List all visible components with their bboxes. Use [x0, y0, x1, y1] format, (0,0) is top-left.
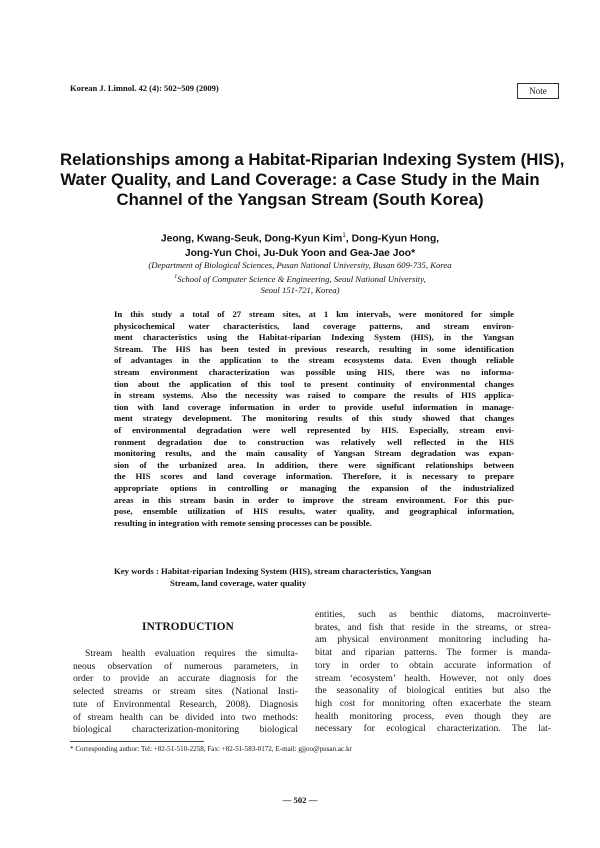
- body-line: am physical environment monitoring including ha-: [315, 634, 551, 646]
- body-line: brates, and fish that reside in the streams, or strea-: [315, 621, 551, 633]
- footnote-divider: [70, 741, 204, 742]
- abstract-line: in stream systems. Also the necessity was raised to compare the results of HIS applica-: [114, 390, 514, 401]
- body-line: tute of Environmental Research, 2008). Diagnosis: [73, 698, 298, 710]
- abstract-line: sion of the urbanized area. In addition, there were significant relationships between: [114, 459, 514, 470]
- keywords: [114, 566, 514, 589]
- abstract-line: of environmental degradation were well represented by HIS. Especially, stream envi-: [114, 424, 514, 435]
- body-line: tory in order to obtain accurate information of: [315, 659, 551, 671]
- body-line: bitat and riparian patterns. The former is manda-: [315, 647, 551, 659]
- body-line: entities, such as benthic diatoms, macroinverte-: [315, 609, 551, 620]
- author-list: [150, 228, 450, 261]
- body-line: biological characterization-monitoring biological: [73, 724, 298, 736]
- affiliation-line: Seoul 151-721, Korea): [260, 285, 340, 296]
- footnote: * Corresponding author: Tel: +82-51-510-2258, Fax: +82-51-583-0172, E-mail: gjjoo@pusan.ac.kr: [70, 745, 352, 753]
- body-line: order to provide an accurate diagnosis for the: [73, 673, 298, 685]
- body-line: selected streams or stream sites (National Insti-: [73, 686, 298, 698]
- paper-title: [60, 150, 565, 210]
- journal-citation: Korean J. Limnol. 42 (4): 502~509 (2009): [70, 83, 219, 93]
- abstract-line: the HIS scores and land coverage information. Therefore, it is necessary to prepare: [114, 471, 514, 482]
- right-column-text: [315, 609, 551, 736]
- title-line: Relationships among a Habitat-Riparian Indexing System (HIS),: [60, 150, 565, 169]
- abstract-line: resulting in integration with remote sensing processes can be possible.: [114, 517, 372, 528]
- author-line: [150, 228, 450, 246]
- note-badge: Note: [517, 83, 559, 99]
- abstract-line: Stream. The HIS has been tested in previous research, resulting in some identification: [114, 343, 514, 354]
- affiliation-marker: 1: [342, 232, 346, 239]
- abstract: [114, 309, 514, 529]
- abstract-line: tion about the application of this tool to present continuity of environmental changes: [114, 378, 514, 389]
- body-line: high cost for monitoring often exacerbate the steam: [315, 697, 551, 709]
- abstract-line: In this study a total of 27 stream sites, at 1 km intervals, were monitored for simple: [114, 309, 514, 319]
- left-column-text: [73, 648, 298, 737]
- author-names-b: , Dong-Kyun Hong,: [345, 233, 440, 245]
- body-line: of stream health can be divided into two methods:: [73, 711, 298, 723]
- body-line: the seasonality of biological entities but also the: [315, 685, 551, 697]
- keywords-line: Key words : Habitat-riparian Indexing System (HIS), stream characteristics, Yangsan: [114, 566, 432, 576]
- abstract-line: areas in this stream basin in order to improve the stream environment. For this pur-: [114, 494, 514, 505]
- affiliation-marker: 1: [174, 273, 178, 280]
- abstract-line: ronment degradation due to construction was relatively well reflected in the HIS: [114, 436, 514, 447]
- title-line: Water Quality, and Land Coverage: a Case Study in the Main: [60, 170, 540, 189]
- body-line: health monitoring process, even though they are: [315, 710, 551, 722]
- affiliation-text: School of Computer Science & Engineering, Seoul National University,: [177, 273, 426, 284]
- body-line: stream ‘ecosystem’ health. However, not only does: [315, 672, 551, 684]
- body-line: Stream health evaluation requires the simulta-: [85, 648, 298, 659]
- abstract-line: tion with land coverage information in order to provide useful information in manage-: [114, 401, 514, 412]
- title-line: Channel of the Yangsan Stream (South Korea): [116, 190, 484, 209]
- affiliation-line: (Department of Biological Sciences, Pusan National University, Busan 609-735, Korea: [148, 260, 452, 270]
- section-heading-introduction: INTRODUCTION: [142, 621, 234, 633]
- abstract-line: of advantages in the application to the stream ecosystems data. Even though reliable: [114, 355, 514, 366]
- author-line: Jong-Yun Choi, Ju-Duk Yoon and Gea-Jae Joo*: [184, 248, 416, 260]
- abstract-line: ment strategy development. The monitoring results of this study showed that changes: [114, 413, 514, 424]
- affiliations: [100, 260, 500, 297]
- abstract-line: monitoring results, and the main causality of Yangsan Stream degradation was expan-: [114, 448, 514, 459]
- page-number: — 502 —: [282, 795, 318, 805]
- abstract-line: appropriate options in controlling or managing the expansion of the industrialized: [114, 482, 514, 493]
- body-line: necessary for ecological characterization. The lat-: [315, 723, 551, 735]
- abstract-line: physicochemical water characteristics, land coverage patterns, and stream environ-: [114, 320, 514, 331]
- abstract-line: ment characteristics using the Habitat-riparian Indexing System (HIS), in the Yangsan: [114, 332, 514, 343]
- keywords-line: Stream, land coverage, water quality: [170, 577, 307, 588]
- affiliation-line: [100, 272, 500, 285]
- abstract-line: stream environment characterization was possible using HIS, there was no informa-: [114, 366, 514, 377]
- abstract-line: pose, ensemble utilization of HIS results, water quality, and geographical information,: [114, 506, 514, 517]
- author-names-a: Jeong, Kwang-Seuk, Dong-Kyun Kim: [160, 233, 343, 245]
- body-line: neous observation of numerous parameters, in: [73, 660, 298, 672]
